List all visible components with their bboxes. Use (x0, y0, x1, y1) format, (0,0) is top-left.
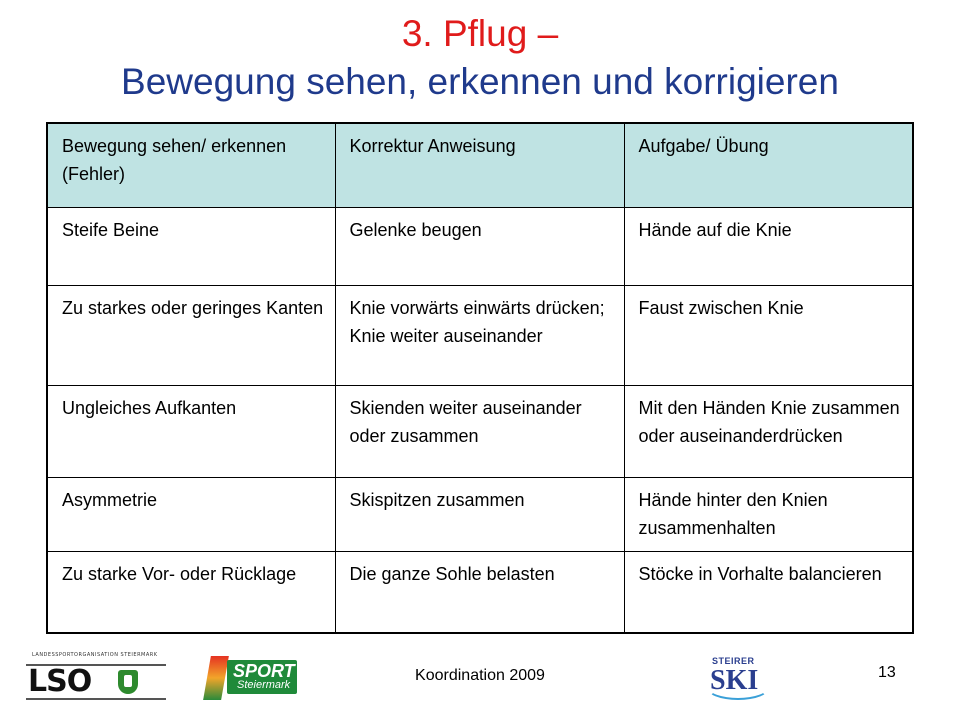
table-row (47, 385, 913, 477)
header-cell-error: Bewegung sehen/ erkennen (Fehler) (47, 123, 335, 207)
footer-text: Koordination 2009 (415, 667, 545, 684)
table-cell: Hände hinter den Knien zusammenhalten (624, 477, 913, 551)
table-cell: Skienden weiter auseinander oder zusammen (335, 385, 624, 477)
table-cell: Hände auf die Knie (624, 207, 913, 285)
table-cell: Zu starkes oder geringes Kanten (47, 285, 335, 385)
ski-logo-subtext: STEIRER (712, 656, 755, 666)
lso-logo-subtitle: LANDESSPORTORGANISATION STEIERMARK (32, 652, 158, 658)
correction-table (46, 122, 914, 634)
table-row (47, 551, 913, 633)
table-header-row (47, 123, 913, 207)
steirer-ski-logo (700, 652, 772, 702)
table-cell: Mit den Händen Knie zusammen oder auseinanderdrücken (624, 385, 913, 477)
table-cell: Steife Beine (47, 207, 335, 285)
table-row (47, 285, 913, 385)
table-cell: Die ganze Sohle belasten (335, 551, 624, 633)
title-line-2: Bewegung sehen, erkennen und korrigieren (121, 61, 839, 102)
header-cell-correction: Korrektur Anweisung (335, 123, 624, 207)
table-row (47, 477, 913, 551)
table-cell: Gelenke beugen (335, 207, 624, 285)
table-cell: Asymmetrie (47, 477, 335, 551)
table-cell: Knie vorwärts einwärts drücken; Knie weiter auseinander (335, 285, 624, 385)
table-cell: Faust zwischen Knie (624, 285, 913, 385)
ski-logo-text: SKI (710, 665, 759, 696)
table-cell: Stöcke in Vorhalte balancieren (624, 551, 913, 633)
page-number: 13 (878, 664, 896, 681)
table-row (47, 207, 913, 285)
sport-logo-subtext: Steiermark (237, 679, 291, 691)
lso-logo-letters: LSO (28, 664, 92, 699)
header-cell-exercise: Aufgabe/ Übung (624, 123, 913, 207)
table-cell: Skispitzen zusammen (335, 477, 624, 551)
slide-title (0, 10, 960, 106)
title-line-1: 3. Pflug – (401, 13, 559, 54)
table-cell: Zu starke Vor- oder Rücklage (47, 551, 335, 633)
sport-logo-text: SPORT (233, 661, 295, 681)
table-cell: Ungleiches Aufkanten (47, 385, 335, 477)
